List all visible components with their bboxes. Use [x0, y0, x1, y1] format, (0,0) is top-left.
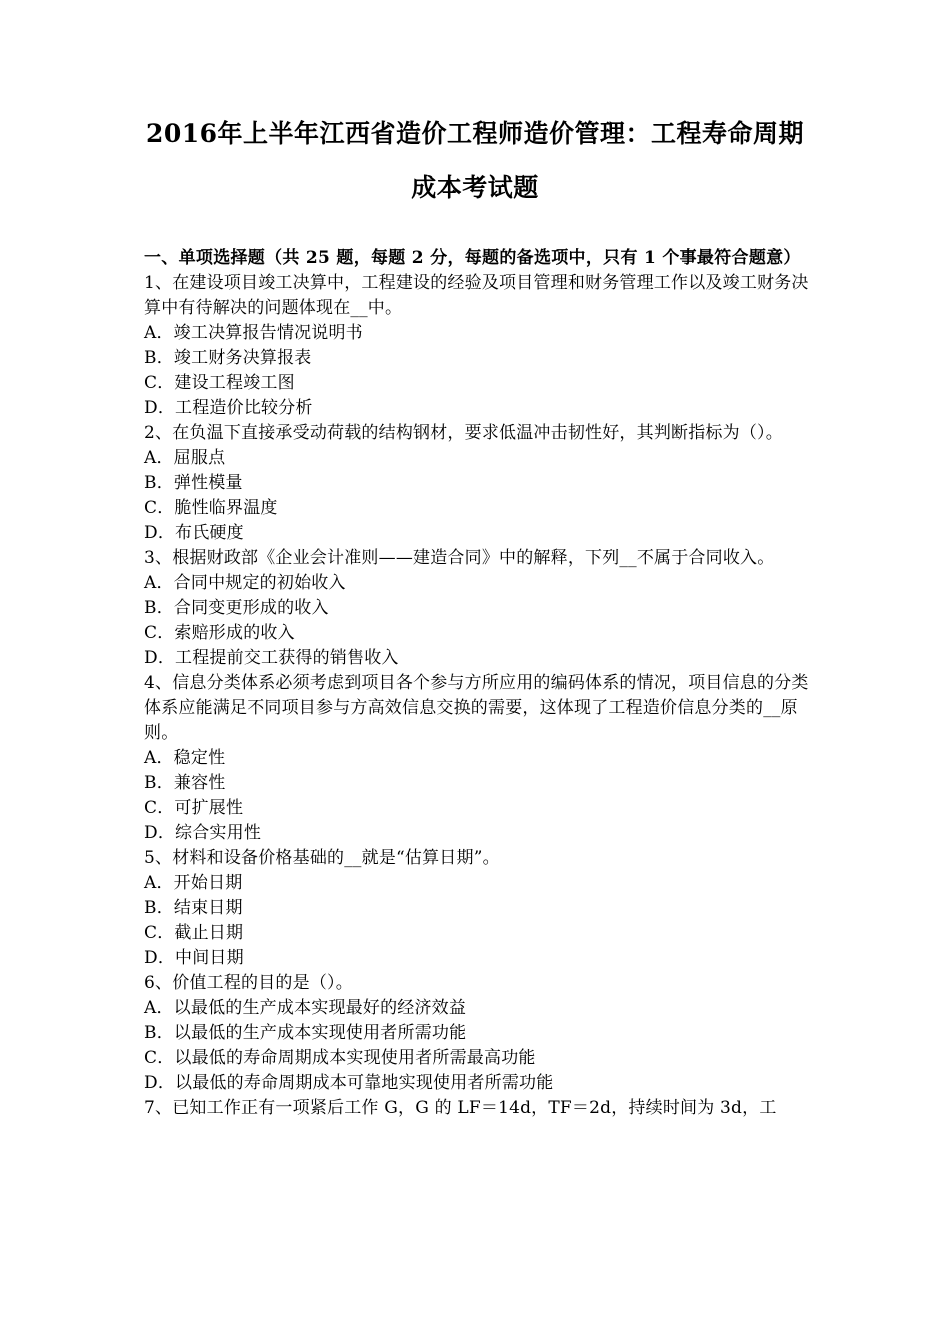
- question-2: [144, 421, 810, 546]
- option-c: C．脆性临界温度: [144, 498, 278, 518]
- option-a: A．开始日期: [144, 873, 243, 893]
- question-stem: 5、材料和设备价格基础的__就是“估算日期”。: [144, 848, 500, 868]
- option-c: C．建设工程竣工图: [144, 373, 295, 393]
- question-stem: 6、价值工程的目的是（）。: [144, 973, 353, 993]
- option-c: C．索赔形成的收入: [144, 623, 295, 643]
- option-d: D．布氏硬度: [144, 523, 244, 543]
- option-d: D．以最低的寿命周期成本可靠地实现使用者所需功能: [144, 1073, 554, 1093]
- question-5: [144, 846, 810, 971]
- option-c: C．可扩展性: [144, 798, 244, 818]
- option-c: C．截止日期: [144, 923, 244, 943]
- question-stem: 1、在建设项目竣工决算中，工程建设的经验及项目管理和财务管理工作以及竣工财务决算中有待解决的问题体现在__中。: [144, 273, 809, 318]
- option-b: B．以最低的生产成本实现使用者所需功能: [144, 1023, 467, 1043]
- question-7: [144, 1096, 810, 1121]
- option-b: B．合同变更形成的收入: [144, 598, 329, 618]
- document-title-line-2: 成本考试题: [411, 173, 539, 202]
- option-b: B．兼容性: [144, 773, 226, 793]
- question-stem: 2、在负温下直接承受动荷载的结构钢材，要求低温冲击韧性好，其判断指标为（）。: [144, 423, 783, 443]
- option-a: A．竣工决算报告情况说明书: [144, 323, 363, 343]
- question-stem: 3、根据财政部《企业会计准则——建造合同》中的解释，下列__不属于合同收入。: [144, 548, 775, 568]
- option-d: D．工程造价比较分析: [144, 398, 313, 418]
- option-d: D．综合实用性: [144, 823, 262, 843]
- option-b: B．结束日期: [144, 898, 243, 918]
- document-body: [144, 246, 810, 1121]
- option-c: C．以最低的寿命周期成本实现使用者所需最高功能: [144, 1048, 536, 1068]
- option-a: A．以最低的生产成本实现最好的经济效益: [144, 998, 467, 1018]
- question-1: [144, 271, 810, 421]
- option-a: A．稳定性: [144, 748, 226, 768]
- option-b: B．竣工财务决算报表: [144, 348, 312, 368]
- option-d: D．中间日期: [144, 948, 244, 968]
- document-title-line-1: 2016年上半年江西省造价工程师造价管理：工程寿命周期: [145, 119, 805, 148]
- option-d: D．工程提前交工获得的销售收入: [144, 648, 399, 668]
- section-heading: 一、单项选择题（共 25 题，每题 2 分，每题的备选项中，只有 1 个事最符合题意）: [144, 248, 801, 268]
- option-b: B．弹性模量: [144, 473, 243, 493]
- option-a: A．合同中规定的初始收入: [144, 573, 346, 593]
- question-4: [144, 671, 810, 846]
- option-a: A．屈服点: [144, 448, 226, 468]
- question-6: [144, 971, 810, 1096]
- question-stem: 4、信息分类体系必须考虑到项目各个参与方所应用的编码体系的情况，项目信息的分类体系应能满足不同项目参与方高效信息交换的需要，这体现了工程造价信息分类的__原则。: [144, 673, 809, 743]
- question-3: [144, 546, 810, 671]
- question-stem: 7、已知工作正有一项紧后工作 G，G 的 LF＝14d，TF＝2d，持续时间为 3d，工: [144, 1098, 777, 1118]
